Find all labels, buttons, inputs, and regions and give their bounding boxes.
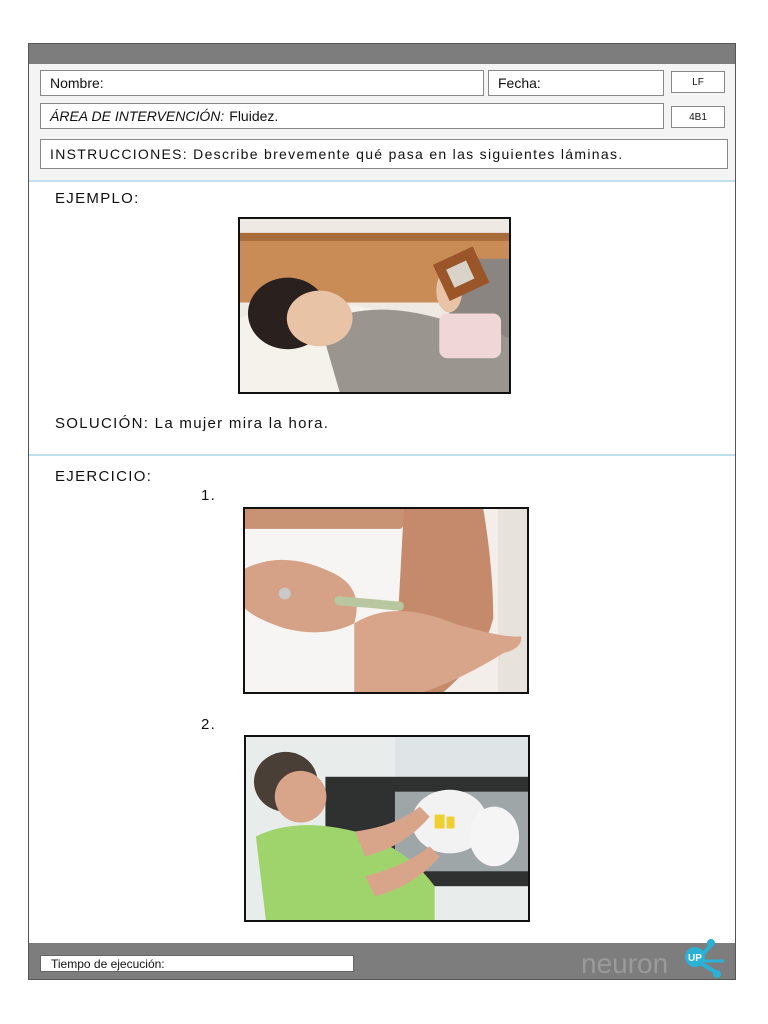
washing-dishes-image [246,737,528,920]
logo-badge-text: UP [688,953,702,964]
date-label: Fecha: [498,75,541,91]
code-top-text: LF [692,76,704,88]
area-label: ÁREA DE INTERVENCIÓN: [50,108,225,124]
worksheet [28,43,736,980]
example-label: EJEMPLO: [55,190,140,207]
logo-text: neuron [581,948,669,979]
instructions-box [40,139,728,169]
execution-time-field[interactable] [40,955,354,972]
exercise-label: EJERCICIO: [55,468,153,485]
area-value: Fluidez. [229,108,279,124]
exercise-number-2: 2. [201,716,217,733]
exercise-photo-2 [244,735,530,922]
instructions-text: INSTRUCCIONES: Describe brevemente qué pasa en las siguientes láminas. [50,146,624,162]
injection-image [245,509,527,692]
solution-text: SOLUCIÓN: La mujer mira la hora. [55,415,330,432]
name-field[interactable] [40,70,484,96]
code-bottom-text: 4B1 [689,111,707,123]
logo-graphic [579,933,729,979]
date-field[interactable] [488,70,664,96]
section-divider [29,454,735,456]
code-badge-bottom [671,106,725,128]
example-photo [238,217,511,394]
code-badge-top [671,71,725,93]
name-label: Nombre: [50,75,104,91]
exercise-photo-1 [243,507,529,694]
neuronup-logo [579,933,729,979]
top-bar [29,44,735,64]
exercise-number-1: 1. [201,487,217,504]
area-field [40,103,664,129]
footer-bar [29,943,735,979]
header-panel [29,64,735,182]
execution-time-label: Tiempo de ejecución: [51,956,165,971]
woman-clock-image [240,219,509,392]
